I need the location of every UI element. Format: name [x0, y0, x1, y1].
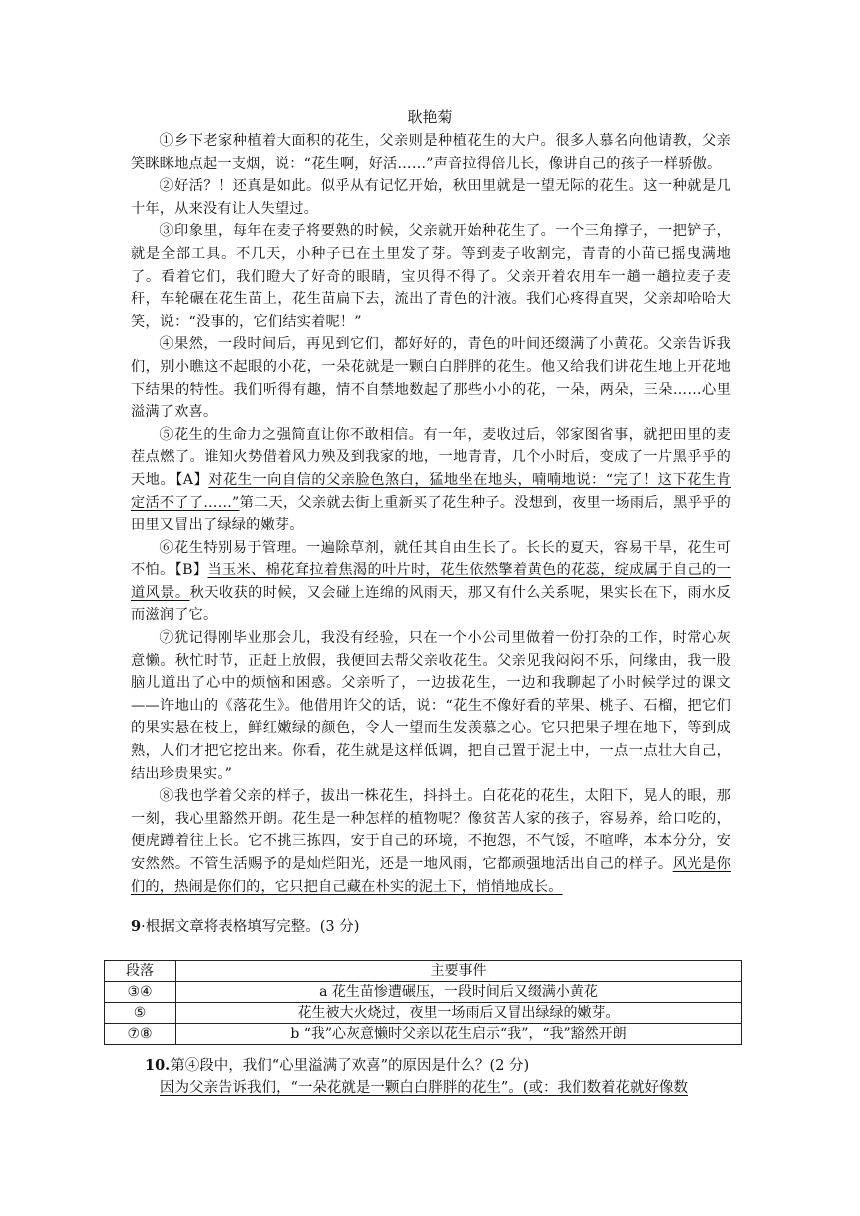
table-header-paragraph: 段落 — [105, 961, 176, 982]
paragraph-text: ③印象里，每年在麦子将要熟的时候，父亲就开始种花生了。一个三角撑子，一把铲子，就是全部工具。不几天，小种子已在土里发了芽。等到麦子收割完，青青的小苗已摇曳满地了。看着它们，我们瞪大了好奇的眼睛，宝贝得不得了。父亲开着农用车一趟一趟拉麦子麦秆，车轮碾在花生苗上，花生苗扁下去，流出了青色的汁液。我们心疼得直哭，父亲却哈哈大笑，说：“没事的，它们结实着呢！” — [131, 223, 731, 330]
paragraph-5 — [131, 424, 731, 537]
paragraph-text: ⑥花生特别易于管理。一遍除草剂，就任其自由生长了。长长的夏天，容易干旱，花生可不怕。【B】 — [131, 539, 731, 579]
table-cell-event: b “我”心灰意懒时父亲以花生启示“我”，“我”豁然开朗 — [176, 1024, 742, 1045]
underlined-sentence: 风光是你们的，热闹是你们的，它只把自己藏在朴实的泥土下，悄悄地成长。 — [131, 856, 731, 895]
paragraph-2 — [131, 175, 731, 220]
paragraph-8 — [131, 785, 731, 898]
table-cell-paragraph: ⑤ — [105, 1003, 176, 1024]
paragraph-text: 秋天收获的时候，又会碰上连绵的风雨天，那又有什么关系呢，果实长在下，雨水反而滋润了它。 — [131, 584, 731, 624]
answer-table — [104, 960, 742, 1045]
question-9 — [131, 916, 359, 938]
paragraph-text: ④果然，一段时间后，再见到它们，都好好的，青色的叶间还缀满了小黄花。父亲告诉我们，别小瞧这不起眼的小花，一朵花就是一颗白白胖胖的花生。他又给我们讲花生地上开花地下结果的特性。我们听得有趣，情不自禁地数起了那些小小的花，一朵，两朵，三朵……心里溢满了欢喜。 — [131, 336, 731, 421]
paragraph-3 — [131, 220, 731, 333]
paragraph-4 — [131, 333, 731, 423]
paragraph-text: ⑧我也学着父亲的样子，拔出一株花生，抖抖土。白花花的花生，太阳下，晃人的眼，那一刻，我心里豁然开朗。花生是一种怎样的植物呢？像贫苦人家的孩子，容易养，给口吃的，便虎蹲着往上长。它不挑三拣四，安于自己的环境，不抱怨，不气馁，不喧哗，本本分分，安安然然。不管生活赐予的是灿烂阳光，还是一地风雨，它都顽强地活出自己的样子。 — [131, 788, 731, 872]
table-row — [105, 1024, 742, 1045]
paragraph-text: ①乡下老家种植着大面积的花生，父亲则是种植花生的大户。很多人慕名向他请教，父亲笑眯眯地点起一支烟，说：“花生啊，好活……”声音拉得倍儿长，像讲自己的孩子一样骄傲。 — [131, 133, 731, 172]
paragraph-7 — [131, 627, 731, 785]
table-header-event: 主要事件 — [176, 961, 742, 982]
table-header-row — [105, 961, 742, 982]
table-cell-paragraph: ③④ — [105, 982, 176, 1003]
table-row — [105, 982, 742, 1003]
paragraph-text: 第二天，父亲就去街上重新买了花生种子。没想到，夜里一场雨后，黑乎乎的田里又冒出了绿绿的嫩芽。 — [131, 494, 731, 534]
question-10-number: 10. — [145, 1057, 171, 1074]
table-cell-event: 花生被大火烧过，夜里一场雨后又冒出绿绿的嫩芽。 — [176, 1003, 742, 1024]
article-body — [131, 130, 731, 898]
question-9-number: 9 — [131, 918, 142, 935]
paragraph-text: ⑦犹记得刚毕业那会儿，我没有经验，只在一个小公司里做着一份打杂的工作，时常心灰意懒。秋忙时节，正赶上放假，我便回去帮父亲收花生。父亲见我闷闷不乐，问缘由，我一股脑儿道出了心中的烦恼和困惑。父亲听了，一边拔花生，一边和我聊起了小时候学过的课文——许地山的《落花生》。他借用许父的话，说：“花生不像好看的苹果、桃子、石榴，把它们的果实悬在枝上，鲜红嫩绿的颜色，令人一望而生发羡慕之心。它只把果子埋在地下，等到成熟，人们才把它挖出来。你看，花生就是这样低调，把自己置于泥土中，一点一点壮大自己，结出珍贵果实。” — [131, 630, 731, 782]
table-cell-event: a 花生苗惨遭碾压，一段时间后又缀满小黄花 — [176, 982, 742, 1003]
paragraph-6 — [131, 537, 731, 627]
question-10-text: 第④段中，我们“心里溢满了欢喜”的原因是什么？(2 分) — [170, 1058, 530, 1074]
paragraph-text: ⑤花生的生命力之强简直让你不敢相信。有一年，麦收过后，邻家图省事，就把田里的麦茬点燃了。谁知火势借着风力殃及到我家的地，一地青青，几个小时后，变成了一片黑乎乎的天地。【A】 — [131, 426, 731, 488]
question-10-answer: 因为父亲告诉我们，“一朵花就是一颗白白胖胖的花生”。(或：我们数着花就好像数 — [160, 1080, 688, 1096]
underlined-sentence: 当玉米、棉花耷拉着焦渴的叶片时，花生依然擎着黄色的花蕊，绽成属于自己的一道风景。 — [131, 562, 732, 601]
paragraph-1 — [131, 130, 731, 175]
underlined-sentence: 对花生一向自信的父亲脸色煞白，猛地坐在地头，喃喃地说：“完了！这下花生肯定活不了了……” — [131, 471, 731, 511]
table-row — [105, 1003, 742, 1024]
paragraph-text: ②好活？！还真是如此。似乎从有记忆开始，秋田里就是一望无际的花生。这一种就是几十年，从来没有让人失望过。 — [131, 178, 731, 217]
table-cell-paragraph: ⑦⑧ — [105, 1024, 176, 1045]
question-9-text: ·根据文章将表格填写完整。(3 分) — [141, 919, 360, 935]
article-author: 耿艳菊 — [407, 108, 453, 126]
question-10 — [145, 1055, 529, 1077]
